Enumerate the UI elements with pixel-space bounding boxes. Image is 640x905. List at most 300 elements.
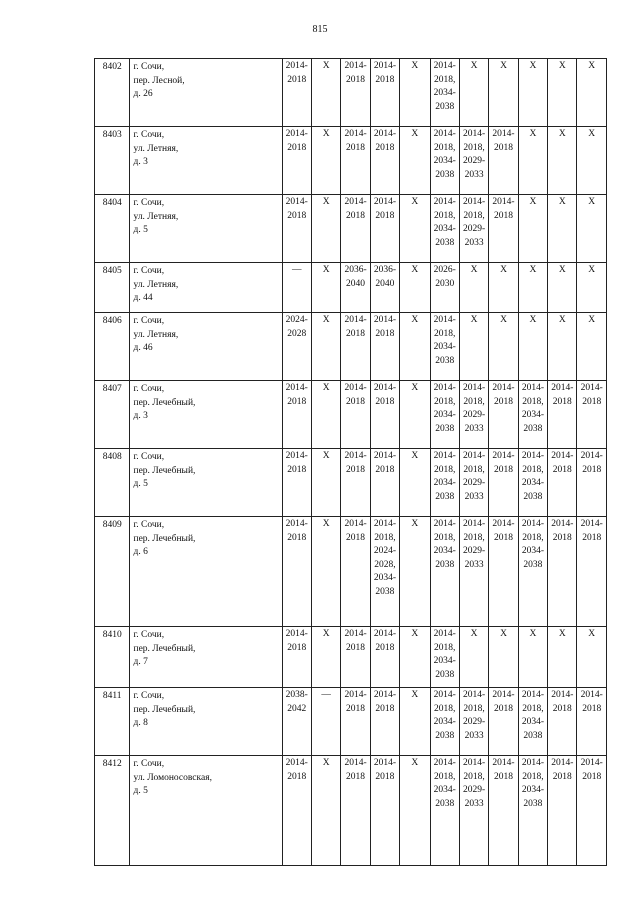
period-line: 2034- xyxy=(373,573,397,583)
period-line: 2014- xyxy=(463,197,486,207)
period-cell xyxy=(548,59,577,127)
period-line: 2018 xyxy=(346,396,366,407)
period-line: 2018, xyxy=(434,210,456,221)
period-cell xyxy=(459,195,488,263)
address-line: пер. Лечебный, xyxy=(133,397,196,408)
period-line: 2014- xyxy=(433,315,456,325)
period-cell xyxy=(577,313,607,381)
period-cell xyxy=(370,313,399,381)
period-line: 2014- xyxy=(463,129,486,139)
period-cell xyxy=(400,195,430,263)
period-line: 2034- xyxy=(433,224,456,234)
period-line: 2033 xyxy=(464,798,484,809)
address-line: д. 5 xyxy=(133,225,148,235)
address-cell xyxy=(130,756,282,866)
period-line: 2018 xyxy=(375,74,395,85)
period-line: 2014- xyxy=(373,758,397,768)
period-line: 2014- xyxy=(580,758,603,768)
period-cell xyxy=(518,517,547,627)
period-line: 2018 xyxy=(552,703,572,714)
period-line: 2018, xyxy=(434,464,456,475)
period-line: 2014- xyxy=(551,451,574,461)
period-line: 2018, xyxy=(463,532,485,543)
period-cell xyxy=(282,627,311,688)
address-line: д. 8 xyxy=(133,718,148,728)
period-line: 2014- xyxy=(373,451,397,461)
period-line: 2014- xyxy=(344,383,367,393)
address-line: д. 3 xyxy=(133,157,148,167)
address-cell xyxy=(130,627,282,688)
period-line: Х xyxy=(558,129,566,139)
address-line: пер. Лесной, xyxy=(133,75,185,86)
table-row xyxy=(95,517,607,627)
period-line: 2018 xyxy=(287,642,307,653)
period-line: 2018 xyxy=(375,771,395,782)
period-cell xyxy=(518,627,547,688)
period-cell xyxy=(518,127,547,195)
period-line: 2018, xyxy=(522,771,544,782)
period-line: 2014- xyxy=(463,383,486,393)
period-cell xyxy=(370,688,399,756)
table-row xyxy=(95,449,607,517)
period-line: Х xyxy=(322,451,330,461)
address-line: д. 44 xyxy=(133,293,153,303)
address-cell xyxy=(130,688,282,756)
period-line: Х xyxy=(411,629,419,639)
period-line: 2018, xyxy=(463,210,485,221)
address-cell xyxy=(130,449,282,517)
period-cell xyxy=(370,195,399,263)
period-line: Х xyxy=(411,61,419,71)
period-line: 2014- xyxy=(285,129,308,139)
period-line: 2014- xyxy=(285,61,308,71)
period-line: 2014- xyxy=(433,383,456,393)
address-cell xyxy=(130,381,282,449)
period-line: Х xyxy=(322,519,330,529)
period-line: 2018 xyxy=(494,771,513,782)
period-line: 2014- xyxy=(580,451,603,461)
period-line: 2014- xyxy=(433,451,456,461)
period-cell xyxy=(282,756,311,866)
period-line: 2014- xyxy=(433,61,456,71)
period-line: 2030 xyxy=(435,278,455,289)
period-line: 2018 xyxy=(346,210,366,221)
period-line: 2018 xyxy=(375,642,395,653)
period-line: 2018, xyxy=(434,142,456,153)
period-line: 2033 xyxy=(464,237,484,248)
period-line: 2018 xyxy=(346,142,366,153)
period-line: 2018 xyxy=(375,210,395,221)
period-line: Х xyxy=(500,629,507,639)
period-line: 2014- xyxy=(463,451,486,461)
address-line: г. Сочи, xyxy=(133,384,165,394)
period-line: 2018 xyxy=(346,328,366,339)
period-cell xyxy=(548,627,577,688)
table-row xyxy=(95,127,607,195)
period-cell xyxy=(311,517,340,627)
period-line: 2018 xyxy=(582,532,602,543)
period-line: Х xyxy=(558,265,566,275)
period-cell xyxy=(577,127,607,195)
period-cell xyxy=(341,263,370,313)
period-line: 2014- xyxy=(285,758,308,768)
period-line: 2014- xyxy=(492,383,515,393)
period-cell xyxy=(282,195,311,263)
period-cell xyxy=(370,627,399,688)
period-cell xyxy=(430,127,459,195)
address-line: ул. Летняя, xyxy=(133,279,179,290)
period-line: 2014- xyxy=(285,197,308,207)
period-line: 2018 xyxy=(552,771,572,782)
period-line: 2034- xyxy=(433,785,456,795)
period-cell xyxy=(548,756,577,866)
period-cell xyxy=(489,627,518,688)
period-line: 2014- xyxy=(463,758,486,768)
period-line: Х xyxy=(529,315,537,325)
period-line: 2033 xyxy=(464,169,484,180)
period-cell xyxy=(489,381,518,449)
period-line: 2014- xyxy=(551,383,574,393)
period-line: 2018 xyxy=(287,74,307,85)
address-cell xyxy=(130,313,282,381)
period-cell xyxy=(341,195,370,263)
period-cell xyxy=(489,59,518,127)
period-cell xyxy=(577,449,607,517)
period-line: 2018 xyxy=(287,396,307,407)
address-cell xyxy=(130,195,282,263)
table-row xyxy=(95,627,607,688)
period-cell xyxy=(341,688,370,756)
period-line: 2038- xyxy=(285,690,308,700)
period-line: 2029- xyxy=(463,546,486,556)
period-cell xyxy=(518,59,547,127)
period-line: 2014- xyxy=(373,690,397,700)
period-cell xyxy=(311,195,340,263)
period-line: 2018 xyxy=(375,142,395,153)
period-cell xyxy=(518,263,547,313)
period-line: 2034- xyxy=(433,656,456,666)
period-line: 2014- xyxy=(344,61,367,71)
period-line: Х xyxy=(500,315,507,325)
period-cell xyxy=(430,381,459,449)
period-line: 2018, xyxy=(522,532,544,543)
table-row xyxy=(95,381,607,449)
period-line: Х xyxy=(558,61,566,71)
period-line: 2038 xyxy=(435,730,455,741)
period-line: 2014- xyxy=(521,690,544,700)
period-cell xyxy=(400,627,430,688)
period-cell xyxy=(577,756,607,866)
period-line: Х xyxy=(470,629,478,639)
period-line: 2018, xyxy=(522,396,544,407)
period-line: 2026- xyxy=(433,265,456,275)
period-cell xyxy=(430,688,459,756)
period-line: 2029- xyxy=(463,785,486,795)
period-cell xyxy=(548,688,577,756)
period-line: 2018, xyxy=(463,771,485,782)
period-cell xyxy=(548,449,577,517)
table-row xyxy=(95,195,607,263)
period-cell xyxy=(400,449,430,517)
period-line: 2034- xyxy=(433,156,456,166)
address-line: г. Сочи, xyxy=(133,520,165,530)
address-line: пер. Лечебный, xyxy=(133,704,196,715)
period-cell xyxy=(311,449,340,517)
period-line: Х xyxy=(588,61,596,71)
period-cell xyxy=(370,263,399,313)
period-line: 2029- xyxy=(463,224,486,234)
period-line: Х xyxy=(470,315,478,325)
period-line: — xyxy=(321,690,331,700)
period-line: 2033 xyxy=(464,730,484,741)
period-line: 2034- xyxy=(433,478,456,488)
period-cell xyxy=(548,313,577,381)
period-line: 2014- xyxy=(433,197,456,207)
address-line: ул. Ломоносовская, xyxy=(133,772,212,783)
period-cell xyxy=(311,381,340,449)
address-line: г. Сочи, xyxy=(133,266,165,276)
period-line: 2036- xyxy=(344,265,367,275)
period-line: 2029- xyxy=(463,478,486,488)
period-cell xyxy=(311,263,340,313)
period-line: 2036- xyxy=(373,265,397,275)
period-line: 2014- xyxy=(344,629,367,639)
period-line: 2034- xyxy=(433,342,456,352)
period-cell xyxy=(370,127,399,195)
period-line: 2038 xyxy=(375,586,395,597)
period-line: Х xyxy=(529,629,537,639)
row-number-cell: 8405 xyxy=(95,263,130,313)
period-line: 2028 xyxy=(287,328,307,339)
period-line: Х xyxy=(411,451,419,461)
period-line: 2014- xyxy=(492,451,515,461)
period-line: 2038 xyxy=(435,355,455,366)
period-line: 2018, xyxy=(374,532,396,543)
period-cell xyxy=(282,449,311,517)
period-line: 2018 xyxy=(582,703,602,714)
period-cell xyxy=(459,517,488,627)
address-cell xyxy=(130,127,282,195)
period-cell xyxy=(430,59,459,127)
period-line: 2018, xyxy=(463,142,485,153)
period-line: 2018, xyxy=(463,464,485,475)
period-cell xyxy=(459,627,488,688)
period-line: 2038 xyxy=(435,669,455,680)
period-line: 2018 xyxy=(582,771,602,782)
period-line: Х xyxy=(529,265,537,275)
table-row xyxy=(95,688,607,756)
period-line: Х xyxy=(588,129,596,139)
period-line: 2018 xyxy=(375,464,395,475)
address-line: ул. Летняя, xyxy=(133,329,179,340)
row-number-cell: 8407 xyxy=(95,381,130,449)
row-number-cell: 8410 xyxy=(95,627,130,688)
period-cell xyxy=(282,381,311,449)
period-line: 2014- xyxy=(373,197,397,207)
period-cell xyxy=(459,688,488,756)
period-line: 2014- xyxy=(521,451,544,461)
period-line: 2018 xyxy=(494,703,513,714)
period-line: 2018 xyxy=(346,642,366,653)
period-cell xyxy=(518,756,547,866)
period-cell xyxy=(282,313,311,381)
period-line: 2018 xyxy=(494,464,513,475)
period-cell xyxy=(400,517,430,627)
period-line: Х xyxy=(558,629,566,639)
period-cell xyxy=(282,688,311,756)
table-row xyxy=(95,313,607,381)
period-line: Х xyxy=(411,197,419,207)
period-line: Х xyxy=(470,61,478,71)
period-line: 2014- xyxy=(521,758,544,768)
period-line: Х xyxy=(411,129,419,139)
period-cell xyxy=(430,627,459,688)
period-line: Х xyxy=(322,61,330,71)
period-cell xyxy=(311,627,340,688)
period-cell xyxy=(430,263,459,313)
period-line: Х xyxy=(411,758,419,768)
period-line: 2028, xyxy=(374,559,396,570)
period-cell xyxy=(489,449,518,517)
row-number-cell: 8408 xyxy=(95,449,130,517)
period-line: 2034- xyxy=(433,410,456,420)
period-cell xyxy=(282,517,311,627)
period-cell xyxy=(282,127,311,195)
page-number: 815 xyxy=(312,24,328,35)
table-body xyxy=(95,59,607,866)
period-line: 2014- xyxy=(433,758,456,768)
period-cell xyxy=(577,688,607,756)
period-line: 2034- xyxy=(433,717,456,727)
period-cell xyxy=(400,127,430,195)
period-line: Х xyxy=(588,629,596,639)
period-line: 2038 xyxy=(435,491,455,502)
period-line: 2018 xyxy=(346,771,366,782)
address-line: г. Сочи, xyxy=(133,691,165,701)
period-cell xyxy=(518,313,547,381)
period-line: 2018, xyxy=(522,464,544,475)
period-cell xyxy=(400,263,430,313)
row-number-cell: 8406 xyxy=(95,313,130,381)
period-line: 2014- xyxy=(373,519,397,529)
period-line: 2014- xyxy=(373,383,397,393)
period-cell xyxy=(548,517,577,627)
address-line: пер. Лечебный, xyxy=(133,533,196,544)
period-line: 2038 xyxy=(435,798,455,809)
period-line: 2014- xyxy=(285,629,308,639)
period-cell xyxy=(548,263,577,313)
period-line: 2014- xyxy=(492,758,515,768)
period-cell xyxy=(341,627,370,688)
period-cell xyxy=(459,127,488,195)
period-line: 2038 xyxy=(435,559,455,570)
period-line: 2018 xyxy=(582,464,602,475)
period-line: 2018 xyxy=(287,532,307,543)
period-line: 2034- xyxy=(521,717,544,727)
period-line: 2014- xyxy=(285,383,308,393)
period-line: 2018 xyxy=(346,74,366,85)
period-line: Х xyxy=(322,629,330,639)
period-cell xyxy=(489,263,518,313)
period-line: 2014- xyxy=(463,519,486,529)
address-line: д. 5 xyxy=(133,479,148,489)
period-line: Х xyxy=(500,61,507,71)
period-line: 2018, xyxy=(434,396,456,407)
period-line: 2018, xyxy=(434,74,456,85)
period-cell xyxy=(282,263,311,313)
period-line: Х xyxy=(322,265,330,275)
period-line: 2038 xyxy=(523,559,543,570)
period-cell xyxy=(370,59,399,127)
period-cell xyxy=(370,381,399,449)
address-cell xyxy=(130,517,282,627)
address-line: ул. Летняя, xyxy=(133,143,179,154)
address-line: пер. Лечебный, xyxy=(133,643,196,654)
period-line: 2018, xyxy=(463,703,485,714)
period-line: Х xyxy=(529,129,537,139)
table-row xyxy=(95,263,607,313)
address-cell xyxy=(130,59,282,127)
period-cell xyxy=(489,517,518,627)
period-cell xyxy=(459,263,488,313)
period-line: 2018 xyxy=(287,142,307,153)
period-line: 2018 xyxy=(346,703,366,714)
row-number-cell: 8409 xyxy=(95,517,130,627)
row-number-cell: 8403 xyxy=(95,127,130,195)
address-line: г. Сочи, xyxy=(133,316,165,326)
period-line: 2014- xyxy=(492,197,515,207)
period-cell xyxy=(311,313,340,381)
period-cell xyxy=(518,195,547,263)
period-cell xyxy=(341,517,370,627)
period-line: Х xyxy=(322,129,330,139)
period-cell xyxy=(311,688,340,756)
period-cell xyxy=(518,449,547,517)
period-cell xyxy=(489,127,518,195)
period-cell xyxy=(430,449,459,517)
period-line: 2034- xyxy=(521,785,544,795)
period-line: 2014- xyxy=(373,61,397,71)
period-line: Х xyxy=(322,315,330,325)
period-line: Х xyxy=(588,265,596,275)
period-line: 2014- xyxy=(580,383,603,393)
period-line: 2014- xyxy=(285,451,308,461)
period-cell xyxy=(518,381,547,449)
housing-repair-schedule-table xyxy=(94,58,607,866)
period-line: Х xyxy=(322,197,330,207)
row-number-cell: 8404 xyxy=(95,195,130,263)
period-line: 2033 xyxy=(464,423,484,434)
period-cell xyxy=(577,627,607,688)
address-cell xyxy=(130,263,282,313)
period-cell xyxy=(489,756,518,866)
period-line: 2033 xyxy=(464,559,484,570)
period-cell xyxy=(548,195,577,263)
address-line: д. 3 xyxy=(133,411,148,421)
address-line: г. Сочи, xyxy=(133,62,165,72)
address-line: г. Сочи, xyxy=(133,130,165,140)
period-line: Х xyxy=(411,519,419,529)
period-cell xyxy=(430,313,459,381)
period-line: 2038 xyxy=(523,423,543,434)
period-line: 2014- xyxy=(521,383,544,393)
row-number-cell: 8411 xyxy=(95,688,130,756)
period-line: 2014- xyxy=(373,129,397,139)
period-line: 2014- xyxy=(433,629,456,639)
address-line: д. 7 xyxy=(133,657,148,667)
period-line: 2018, xyxy=(434,328,456,339)
period-line: 2018 xyxy=(375,396,395,407)
